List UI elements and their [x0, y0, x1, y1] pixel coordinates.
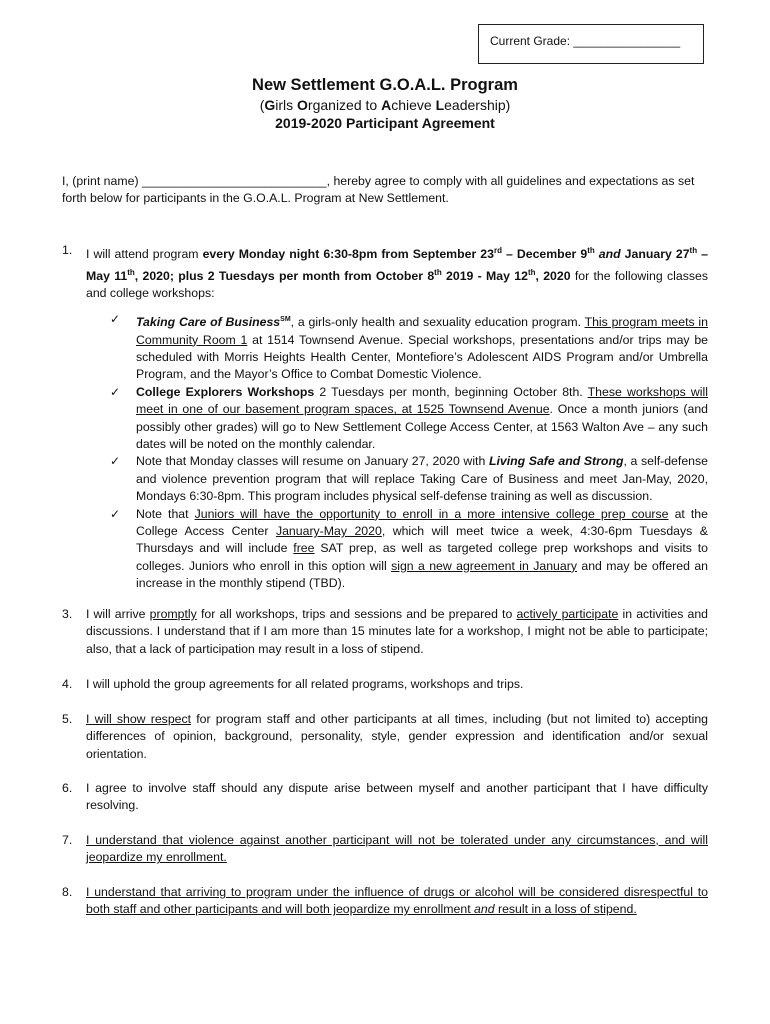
program-subtitle: (Girls Organized to Achieve Leadership) [259, 97, 511, 113]
checkmark-icon: ✓ [110, 506, 121, 521]
current-grade-label: Current Grade: ________________ [490, 34, 681, 48]
list-item-4: 4. I will uphold the group agreements for all related programs, workshops and trips. [62, 677, 524, 691]
list-item-7: 7. I understand that violence against another participant will not be tolerated under any circumstances, and will jeopardize my enrollment. [62, 833, 708, 865]
program-title: New Settlement G.O.A.L. Program [252, 76, 518, 94]
agreement-title: 2019-2020 Participant Agreement [275, 115, 495, 131]
list-item-6: 6. I agree to involve staff should any dispute arise between myself and another participant that I have difficulty resolving. [62, 781, 708, 813]
sublist-item-juniors: ✓ Note that Juniors will have the opportunity to enroll in a more intensive college prep course at the College Access Center January-May 2020, which will meet twice a week, 4:30-6pm Tuesdays & Thursdays and will include free SAT prep, as well as targeted college prep workshops and visits to colleges. Juniors who enroll in this option will sign a new agreement in January and may be offered an increase in the monthly stipend (TBD). [110, 506, 708, 591]
list-item-1: 1. I will attend program every Monday night 6:30-8pm from September 23rd – December 9th and January 27th – May 11th, 2020; plus 2 Tuesdays per month from October 8th 2019 - May 12th, 2020 for the following classes and college workshops: [62, 243, 709, 300]
checkmark-icon: ✓ [110, 454, 121, 469]
list-item-8: 8. I understand that arriving to program under the influence of drugs or alcohol will be considered disrespectful to both staff and other participants and will both jeopardize my enrollment and result in a loss of stipend. [62, 885, 708, 917]
sublist-item-living-safe: ✓ Note that Monday classes will resume on January 27, 2020 with Living Safe and Strong, a self-defense and violence prevention program that will replace Taking Care of Business and meet Jan-May, 2020, Mondays 6:30-8pm. This program includes physical self-defense training as well as discussion. [110, 454, 708, 504]
checkmark-icon: ✓ [110, 312, 121, 326]
sublist-item-tcb: ✓ Taking Care of Business℠, a girls-only health and sexuality education program. This program meets in Community Room 1 at 1514 Townsend Avenue. Special workshops, presentations and/or trips may be scheduled with Morris Heights Health Center, Montefiore’s Adolescent AIDS Program and/or Umbrella Program, and the Mayor’s Office to Combat Domestic Violence. [110, 312, 708, 382]
list-item-3: 3. I will arrive promptly for all workshops, trips and sessions and be prepared to actively participate in activities and discussions. I understand that if I am more than 15 minutes late for a workshop, I might not be able to participate; also, that a lack of participation may result in a loss of stipend. [62, 607, 708, 656]
sublist-item-college-explorers: ✓ College Explorers Workshops 2 Tuesdays per month, beginning October 8th. These workshops will meet in one of our basement program spaces, at 1525 Townsend Avenue. Once a month juniors (and possibly other grades) will go to New Settlement College Access Center, at 1563 Walton Ave – any such dates will be noted on the monthly calendar. [110, 384, 708, 451]
intro-paragraph: I, (print name) ___________________________, hereby agree to comply with all guidelines and expectations as set forth below for participants in the G.O.A.L. Program at New Settlement. [62, 174, 695, 206]
list-item-5: 5. I will show respect for program staff and other participants at all times, including (but not limited to) accepting differences of opinion, background, personality, style, gender expression and identification and/or sexual orientation. [62, 712, 708, 761]
current-grade-box[interactable] [478, 24, 704, 64]
program-sublist [110, 311, 708, 593]
checkmark-icon: ✓ [110, 384, 121, 399]
